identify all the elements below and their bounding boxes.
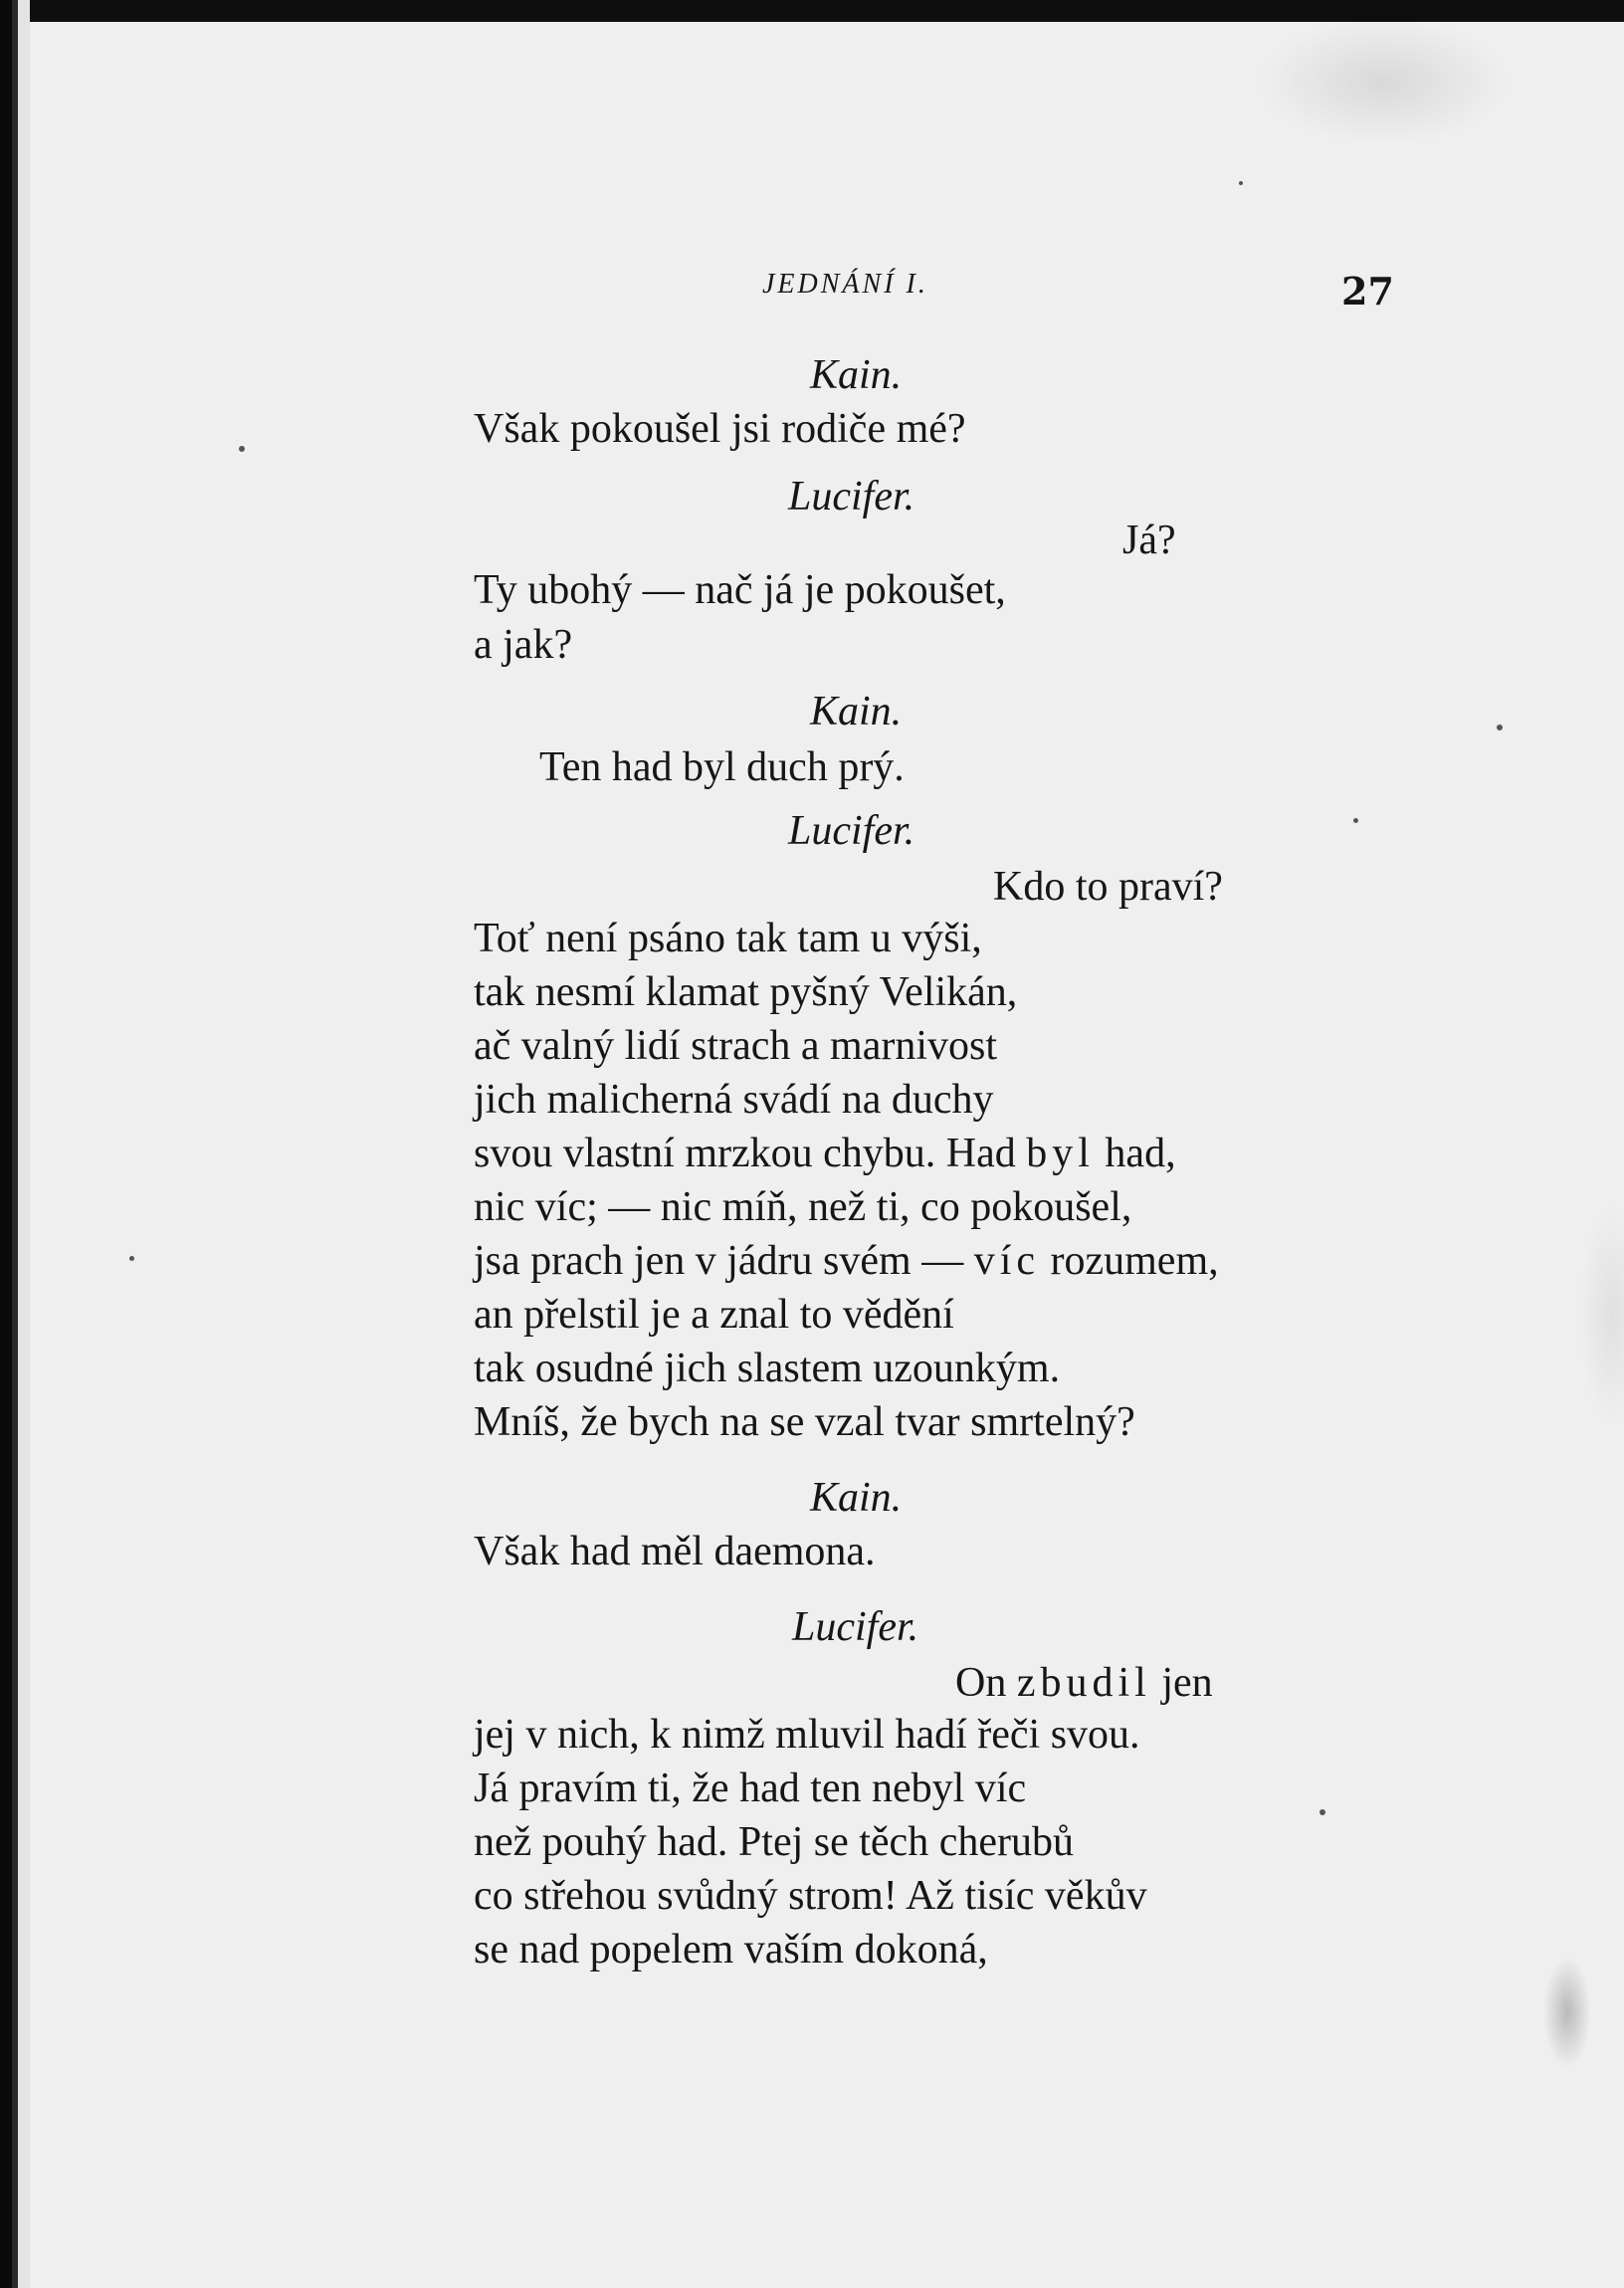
verse-text: jen bbox=[1150, 1660, 1213, 1706]
verse-line bbox=[955, 1662, 1213, 1704]
verse-line: Kdo to praví? bbox=[993, 864, 1223, 910]
verse-line: Mníš, že bych na se vzal tvar smrtelný? bbox=[474, 1399, 1135, 1445]
emphasized-word: byl bbox=[1026, 1131, 1095, 1176]
emphasized-word: zbudil bbox=[1016, 1660, 1151, 1706]
verse-line bbox=[474, 1133, 1176, 1174]
book-binding-edge bbox=[0, 0, 30, 2288]
speaker-name: Kain. bbox=[810, 689, 903, 734]
speaker-name: Lucifer. bbox=[788, 808, 915, 854]
verse-line: Já pravím ti, že had ten nebyl víc bbox=[474, 1766, 1027, 1811]
verse-line: Ten had byl duch prý. bbox=[539, 744, 905, 790]
verse-line: tak osudné jich slastem uzounkým. bbox=[474, 1346, 1061, 1391]
verse-line: tak nesmí klamat pyšný Velikán, bbox=[474, 969, 1018, 1015]
verse-text: jsa prach jen v jádru svém — bbox=[474, 1238, 974, 1284]
book-page bbox=[30, 22, 1624, 2288]
verse-line: ač valný lidí strach a marnivost bbox=[474, 1023, 998, 1069]
verse-line: Však had měl daemona. bbox=[474, 1529, 876, 1574]
verse-line: a jak? bbox=[474, 622, 573, 668]
verse-line bbox=[474, 1240, 1219, 1282]
speaker-name: Kain. bbox=[810, 1475, 903, 1521]
verse-text: On bbox=[955, 1660, 1017, 1706]
verse-line: Já? bbox=[1122, 518, 1176, 563]
paper-speck bbox=[1353, 818, 1358, 823]
verse-line: jej v nich, k nimž mluvil hadí řeči svou. bbox=[474, 1712, 1140, 1758]
page-number: 27 bbox=[1341, 269, 1394, 313]
verse-line: an přelstil je a znal to vědění bbox=[474, 1292, 954, 1338]
speaker-name: Kain. bbox=[810, 352, 903, 398]
verse-line: Toť není psáno tak tam u výši, bbox=[474, 916, 982, 961]
verse-line: jich malicherná svádí na duchy bbox=[474, 1077, 994, 1123]
paper-speck bbox=[1239, 181, 1243, 185]
verse-line: Však pokoušel jsi rodiče mé? bbox=[474, 406, 966, 452]
speaker-name: Lucifer. bbox=[788, 474, 915, 520]
paper-speck bbox=[1497, 725, 1503, 730]
verse-line: Ty ubohý — nač já je pokoušet, bbox=[474, 567, 1006, 613]
verse-line: co střehou svůdný strom! Až tisíc věkův bbox=[474, 1873, 1147, 1919]
verse-text: had, bbox=[1094, 1131, 1176, 1176]
verse-line: než pouhý had. Ptej se těch cherubů bbox=[474, 1819, 1074, 1865]
verse-line: se nad popelem vaším dokoná, bbox=[474, 1927, 988, 1973]
running-head: JEDNÁNÍ I. bbox=[762, 269, 928, 300]
verse-line: nic víc; — nic míň, než ti, co pokoušel, bbox=[474, 1184, 1132, 1230]
paper-speck bbox=[1320, 1809, 1325, 1815]
paper-speck bbox=[129, 1256, 134, 1261]
verse-text: rozumem, bbox=[1040, 1238, 1219, 1284]
verse-text: svou vlastní mrzkou chybu. Had bbox=[474, 1131, 1027, 1176]
emphasized-word: víc bbox=[973, 1238, 1040, 1284]
paper-speck bbox=[239, 446, 245, 452]
speaker-name: Lucifer. bbox=[792, 1604, 919, 1650]
